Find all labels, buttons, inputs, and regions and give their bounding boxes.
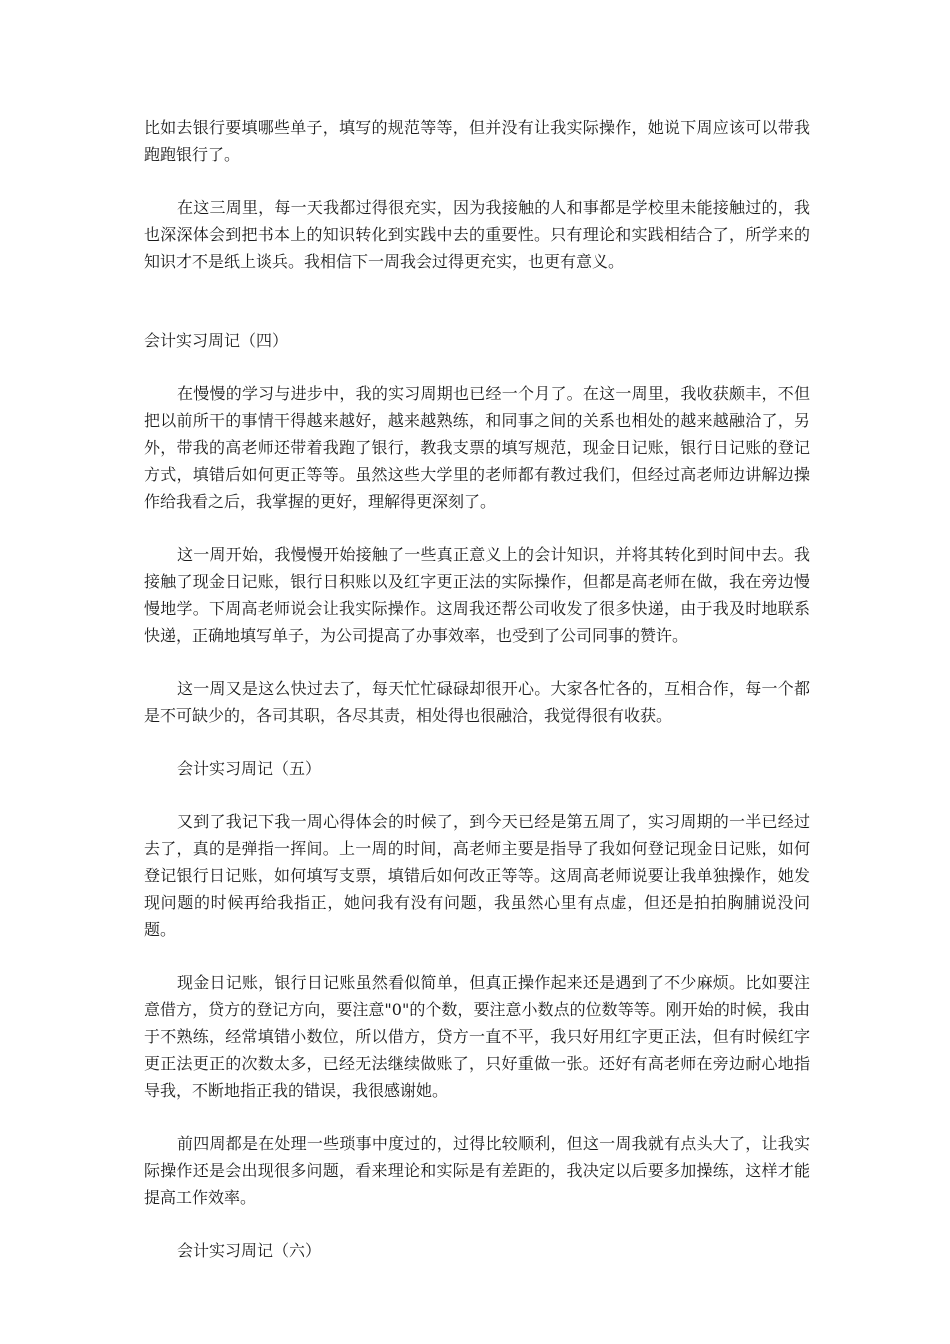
intro-paragraph-2: 在这三周里，每一天我都过得很充实，因为我接触的人和事都是学校里未能接触过的，我也深深体会到把书本上的知识转化到实践中去的重要性。只有理论和实践相结合了，所学来的知识才不是纸上谈兵。我相信下一周我会过得更充实，也更有意义。 — [144, 198, 810, 271]
week-4-paragraph-3: 这一周又是这么快过去了，每天忙忙碌碌却很开心。大家各忙各的，互相合作，每一个都是不可缺少的，各司其职，各尽其责，相处得也很融洽，我觉得很有收获。 — [144, 679, 810, 725]
week-5-paragraph-1: 又到了我记下我一周心得体会的时候了，到今天已经是第五周了，实习周期的一半已经过去了，真的是弹指一挥间。上一周的时间，高老师主要是指导了我如何登记现金日记账，如何登记银行日记账，如何填写支票，填错后如何改正等等。这周高老师说要让我单独操作，她发现问题的时候再给我指正，她问我有没有问题，我虽然心里有点虚，但还是拍拍胸脯说没问题。 — [144, 812, 810, 939]
intro-paragraph-1: 比如去银行要填哪些单子，填写的规范等等，但并没有让我实际操作，她说下周应该可以带我跑跑银行了。 — [144, 118, 810, 164]
week-4-paragraph-1: 在慢慢的学习与进步中，我的实习周期也已经一个月了。在这一周里，我收获颇丰，不但把以前所干的事情干得越来越好，越来越熟练，和同事之间的关系也相处的越来越融洽了，另外，带我的高老师还带着我跑了银行，教我支票的填写规范，现金日记账，银行日记账的登记方式，填错后如何更正等等。虽然这些大学里的老师都有教过我们，但经过高老师边讲解边操作给我看之后，我掌握的更好，理解得更深刻了。 — [144, 384, 810, 511]
document-body — [144, 114, 810, 1290]
section-title-week-4: 会计实习周记（四） — [144, 331, 289, 350]
week-5-paragraph-2: 现金日记账，银行日记账虽然看似简单，但真正操作起来还是遇到了不少麻烦。比如要注意借方，贷方的登记方向，要注意"0"的个数，要注意小数点的位数等等。刚开始的时候，我由于不熟练，经常填错小数位，所以借方，贷方一直不平，我只好用红字更正法，但有时候红字更正法更正的次数太多，已经无法继续做账了，只好重做一张。还好有高老师在旁边耐心地指导我，不断地指正我的错误，我很感谢她。 — [144, 973, 810, 1100]
week-5-paragraph-3: 前四周都是在处理一些琐事中度过的，过得比较顺利，但这一周我就有点头大了，让我实际操作还是会出现很多问题，看来理论和实际是有差距的，我决定以后要多加操练，这样才能提高工作效率。 — [144, 1134, 810, 1207]
week-4-paragraph-2: 这一周开始，我慢慢开始接触了一些真正意义上的会计知识，并将其转化到时间中去。我接触了现金日记账，银行日积账以及红字更正法的实际操作，但都是高老师在做，我在旁边慢慢地学。下周高老师说会让我实际操作。这周我还帮公司收发了很多快递，由于我及时地联系快递，正确地填写单子，为公司提高了办事效率，也受到了公司同事的赞许。 — [144, 545, 810, 645]
section-title-week-5: 会计实习周记（五） — [177, 759, 322, 778]
section-title-week-6: 会计实习周记（六） — [177, 1241, 322, 1260]
